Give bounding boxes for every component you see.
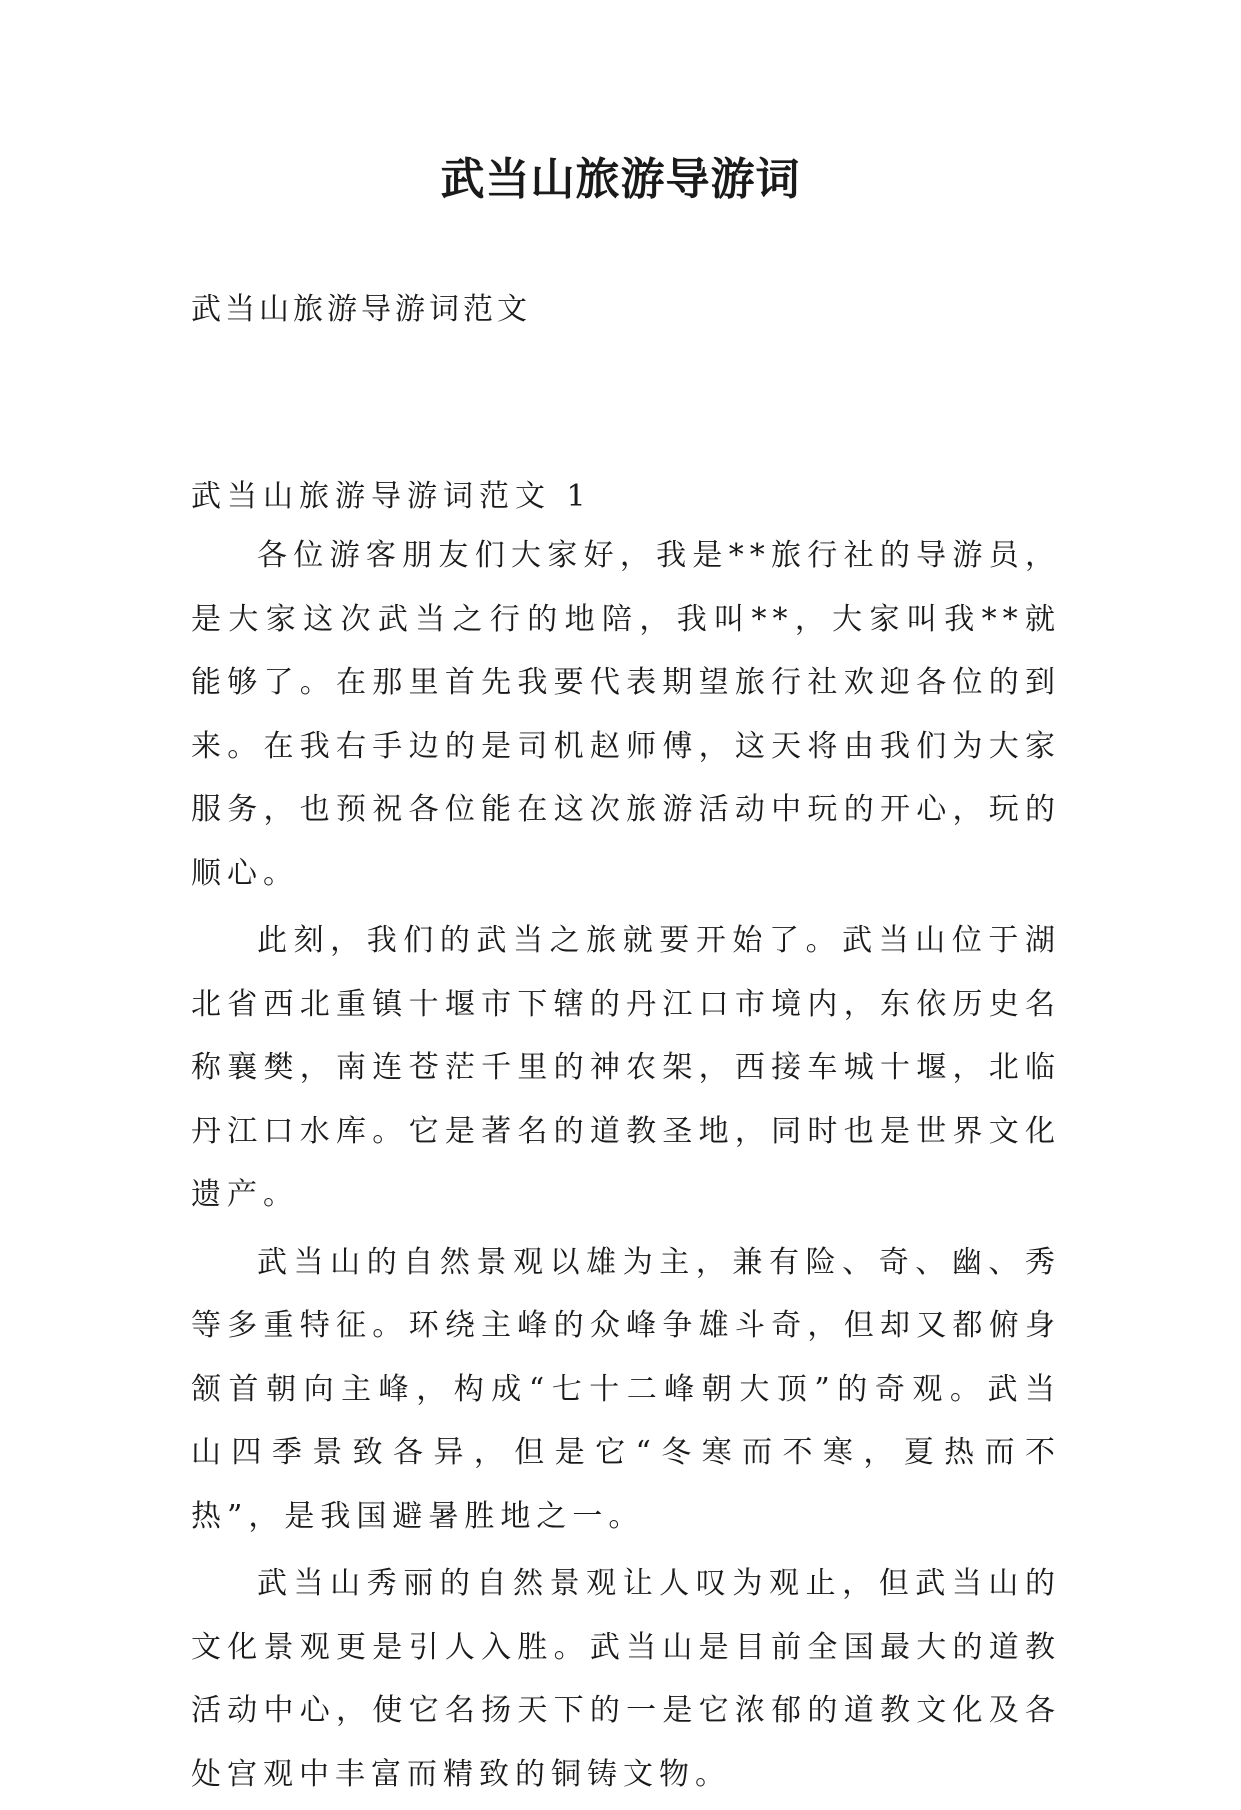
paragraph-1: 各位游客朋友们大家好，我是**旅行社的导游员，是大家这次武当之行的地陪，我叫**，大家叫我**就能够了。在那里首先我要代表期望旅行社欢迎各位的到来。在我右手边的是司机赵师傅，这天将由我们为大家服务，也预祝各位能在这次旅游活动中玩的开心，玩的顺心。	[191, 538, 1061, 891]
section-heading: 武当山旅游导游词范文 1	[191, 479, 592, 514]
paragraph-4: 武当山秀丽的自然景观让人叹为观止，但武当山的文化景观更是引人入胜。武当山是目前全国最大的道教活动中心，使它名扬天下的一是它浓郁的道教文化及各处宫观中丰富而精致的铜铸文物。	[191, 1566, 1061, 1792]
paragraph-2: 此刻，我们的武当之旅就要开始了。武当山位于湖北省西北重镇十堰市下辖的丹江口市境内，东依历史名称襄樊，南连苍茫千里的神农架，西接车城十堰，北临丹江口水库。它是著名的道教圣地，同时也是世界文化遗产。	[191, 923, 1061, 1212]
paragraph-3: 武当山的自然景观以雄为主，兼有险、奇、幽、秀等多重特征。环绕主峰的众峰争雄斗奇，但却又都俯身颔首朝向主峰，构成“七十二峰朝大顶”的奇观。武当山四季景致各异，但是它“冬寒而不寒，夏热而不热”，是我国避暑胜地之一。	[191, 1244, 1061, 1534]
document-subtitle: 武当山旅游导游词范文	[191, 292, 531, 327]
document-title: 武当山旅游导游词	[440, 154, 801, 205]
document-body	[191, 470, 1061, 1810]
